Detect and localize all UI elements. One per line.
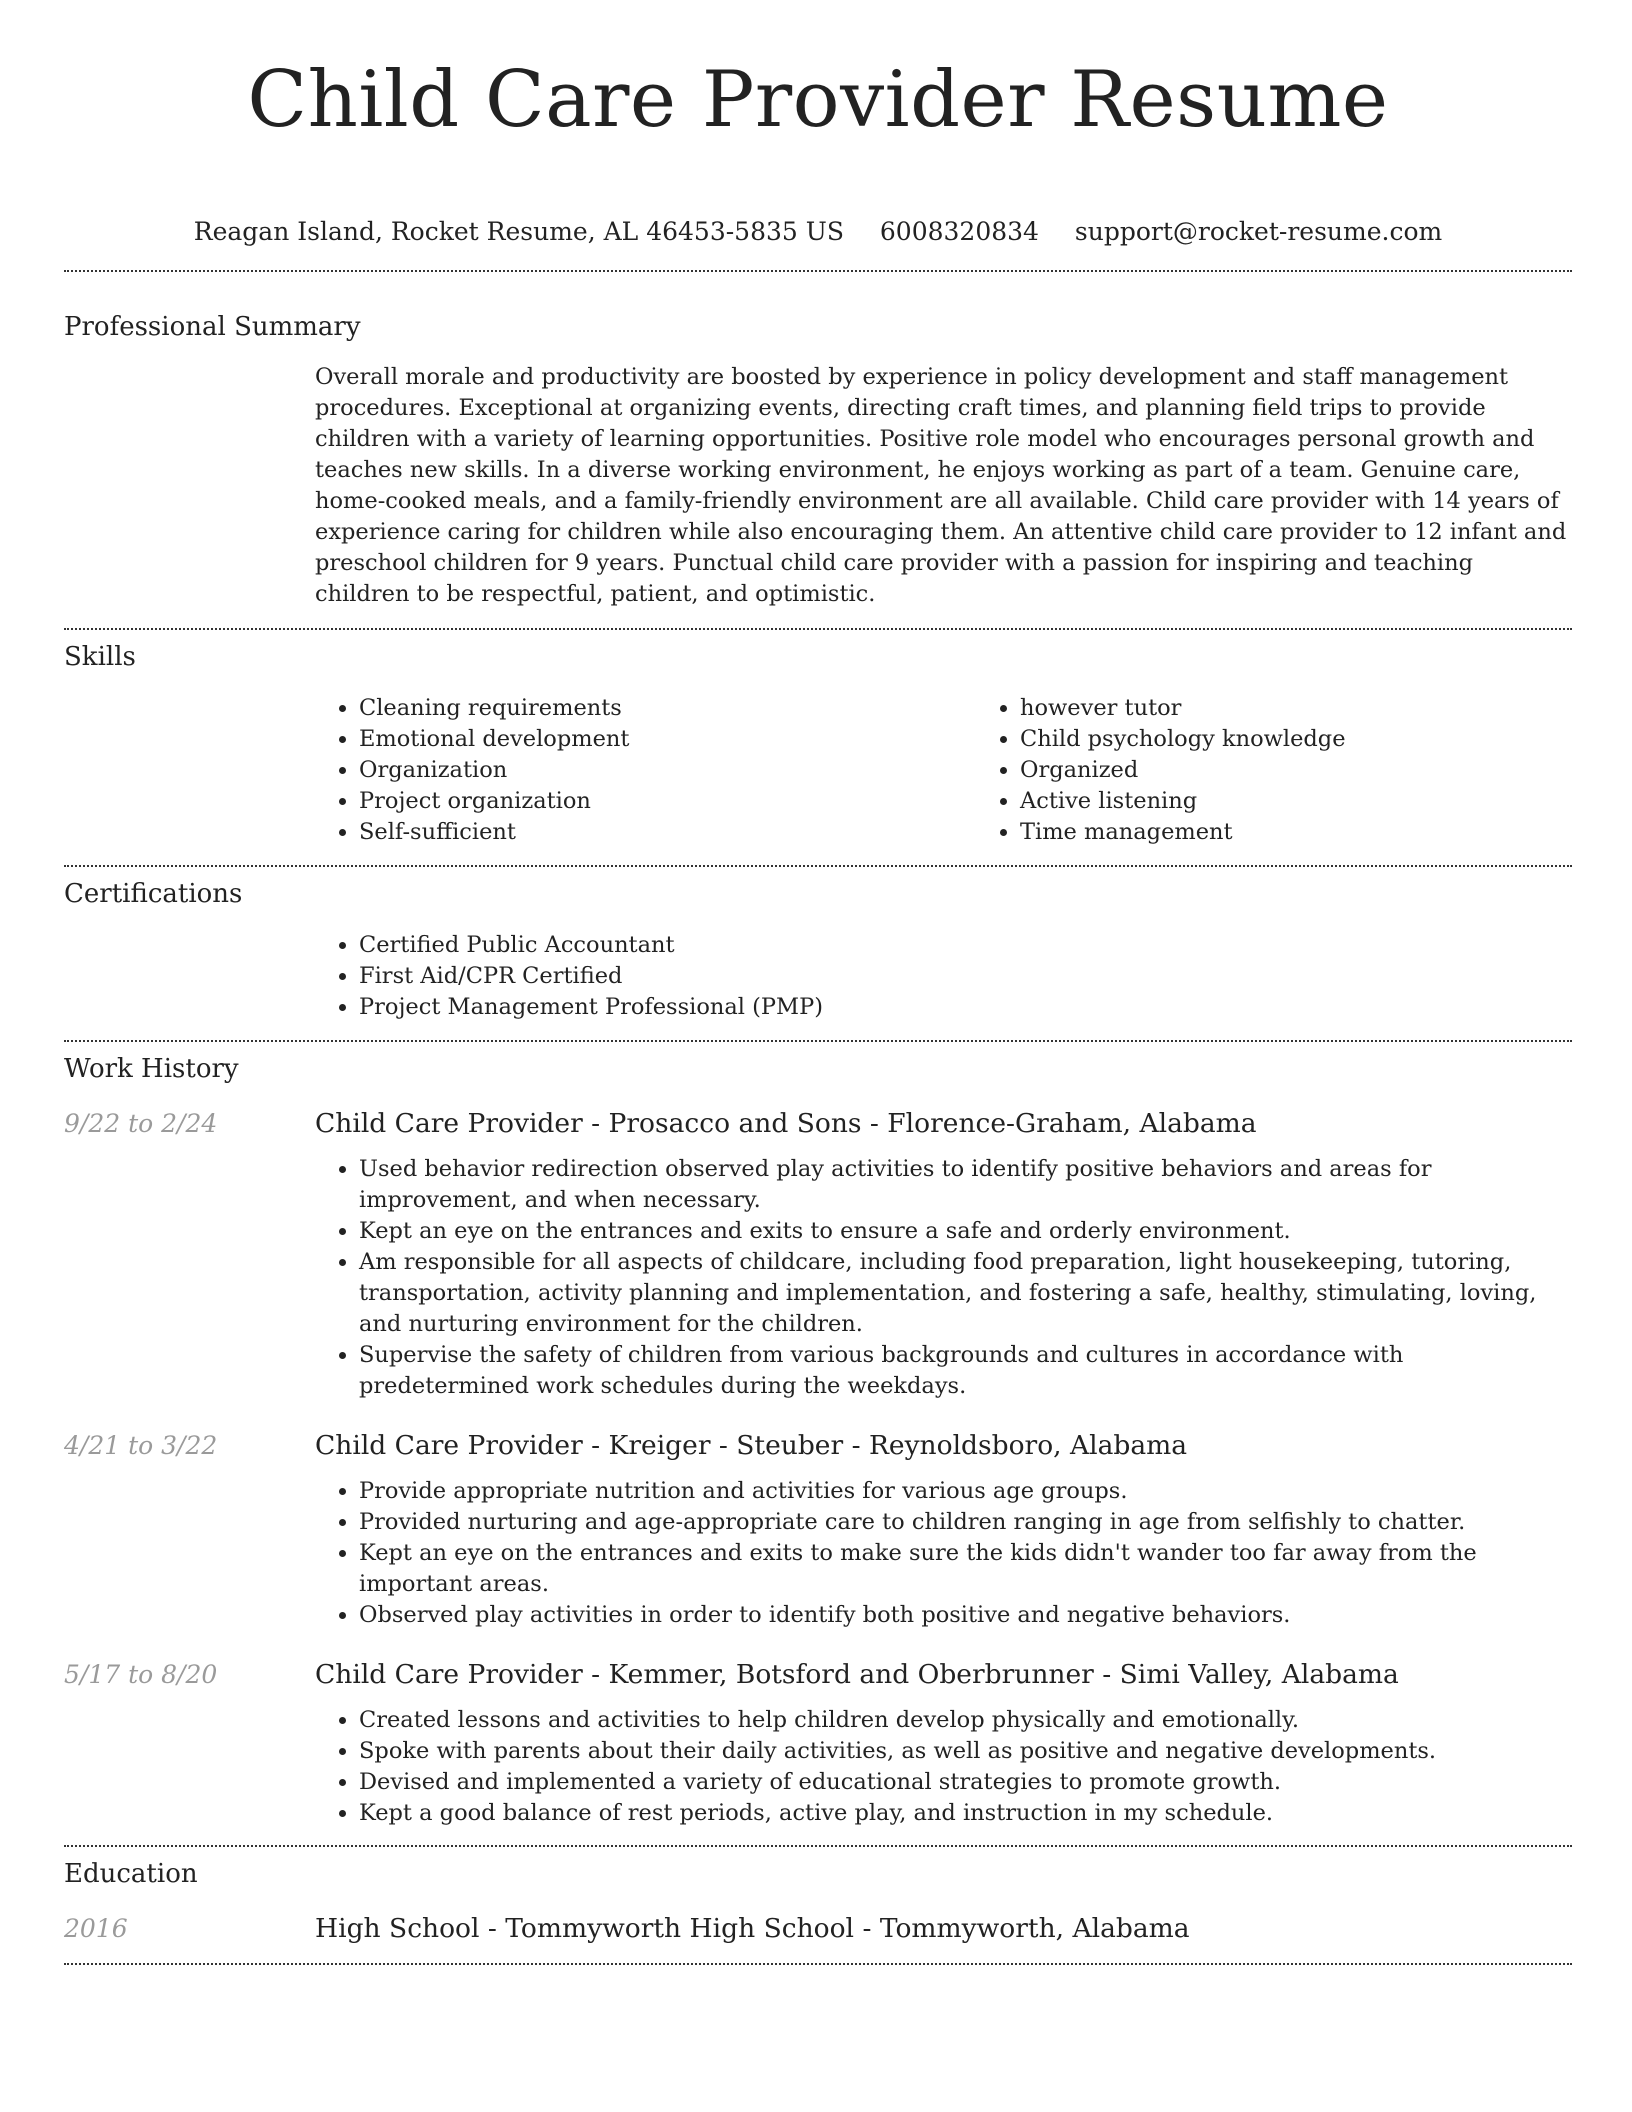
- job-title: Child Care Provider - Kemmer, Botsford and Oberbrunner - Simi Valley, Alabama: [315, 1659, 1399, 1690]
- job-bullet: • Devised and implemented a variety of educational strategies to promote growth.: [359, 1767, 1572, 1798]
- skill-item: • Self-sufficient: [359, 817, 976, 848]
- skills-list-right: [976, 693, 1632, 848]
- job-entry: [64, 1428, 1572, 1631]
- certification-item: • Project Management Professional (PMP): [359, 992, 1572, 1023]
- job-dates: 4/21 to 3/22: [64, 1431, 218, 1460]
- skills-list-left: [315, 693, 976, 848]
- section-heading: Education: [64, 1859, 198, 1889]
- job-body: [315, 1428, 1572, 1631]
- job-entry: [64, 1106, 1572, 1402]
- education-dates: 2016: [64, 1914, 128, 1943]
- divider: [64, 1963, 1572, 1965]
- skill-item: • Active listening: [1020, 786, 1632, 817]
- job-bullet: • Used behavior redirection observed play activities to identify positive behaviors and areas for improvement, and when necessary.: [359, 1154, 1572, 1216]
- job-bullet: • Kept a good balance of rest periods, active play, and instruction in my schedule.: [359, 1798, 1572, 1829]
- skill-item: • Child psychology knowledge: [1020, 724, 1632, 755]
- summary-section: [64, 272, 1572, 610]
- job-body: [315, 1657, 1572, 1829]
- certification-item: • First Aid/CPR Certified: [359, 961, 1572, 992]
- skill-item: • Organization: [359, 755, 976, 786]
- skills-columns: [315, 693, 1572, 848]
- section-heading: Certifications: [64, 879, 243, 909]
- contact-phone: 6008320834: [879, 217, 1039, 246]
- certifications-content: [315, 930, 1572, 1023]
- job-bullet: • Observed play activities in order to identify both positive and negative behaviors.: [359, 1600, 1572, 1631]
- job-dates: 9/22 to 2/24: [64, 1109, 218, 1138]
- job-dates: 5/17 to 8/20: [64, 1660, 218, 1689]
- summary-content: [315, 362, 1572, 610]
- job-bullets: [315, 1476, 1572, 1631]
- job-bullets: [315, 1705, 1572, 1829]
- job-bullet: • Kept an eye on the entrances and exits to ensure a safe and orderly environment.: [359, 1216, 1572, 1247]
- resume-body: [64, 0, 1572, 1965]
- work-history-section: [64, 1042, 1572, 1829]
- job-entry: [64, 1657, 1572, 1829]
- certifications-list: [315, 930, 1572, 1023]
- education-body: [315, 1911, 1572, 1947]
- resume-title: Child Care Provider Resume: [247, 55, 1389, 145]
- skill-item: • however tutor: [1020, 693, 1632, 724]
- contact-line: [64, 216, 1572, 248]
- job-bullet: • Provided nurturing and age-appropriate care to children ranging in age from selfishly to chatter.: [359, 1507, 1572, 1538]
- job-bullet: • Provide appropriate nutrition and activities for various age groups.: [359, 1476, 1572, 1507]
- skill-item: • Emotional development: [359, 724, 976, 755]
- education-entry: [64, 1911, 1572, 1947]
- job-title: Child Care Provider - Kreiger - Steuber - Reynoldsboro, Alabama: [315, 1430, 1188, 1461]
- section-heading: Work History: [64, 1054, 239, 1084]
- contact-email[interactable]: support@rocket-resume.com: [1074, 217, 1443, 246]
- section-heading: Professional Summary: [64, 312, 361, 342]
- summary-text: Overall morale and productivity are boosted by experience in policy development and staff management procedures. Exceptional at organizing events, directing craft times, and planning field trips to provide children with a variety of learning opportunities. Positive role model who encourages personal growth and teaches new skills. In a diverse working environment, he enjoys working as part of a team. Genuine care, home-cooked meals, and a family-friendly environment are all available. Child care provider with 14 years of experience caring for children while also encouraging them. An attentive child care provider to 12 infant and preschool children for 9 years. Punctual child care provider with a passion for inspiring and teaching children to be respectful, patient, and optimistic.: [315, 364, 1567, 607]
- job-body: [315, 1106, 1572, 1402]
- contact-address: Reagan Island, Rocket Resume, AL 46453-5835 US: [193, 217, 844, 246]
- section-heading: Skills: [64, 642, 136, 672]
- job-bullets: [315, 1154, 1572, 1402]
- job-bullet: • Created lessons and activities to help children develop physically and emotionally.: [359, 1705, 1572, 1736]
- job-bullet: • Spoke with parents about their daily activities, as well as positive and negative developments.: [359, 1736, 1572, 1767]
- job-bullet: • Kept an eye on the entrances and exits to make sure the kids didn't wander too far away from the important areas.: [359, 1538, 1572, 1600]
- job-bullet: • Am responsible for all aspects of childcare, including food preparation, light housekeeping, tutoring, transportation, activity planning and implementation, and fostering a safe, healthy, stimulating, loving, and nurturing environment for the children.: [359, 1247, 1572, 1340]
- skill-item: • Cleaning requirements: [359, 693, 976, 724]
- certification-item: • Certified Public Accountant: [359, 930, 1572, 961]
- education-title: High School - Tommyworth High School - Tommyworth, Alabama: [315, 1913, 1190, 1944]
- skills-section: [64, 630, 1572, 848]
- skill-item: • Time management: [1020, 817, 1632, 848]
- job-title: Child Care Provider - Prosacco and Sons - Florence-Graham, Alabama: [315, 1108, 1257, 1139]
- job-bullet: • Supervise the safety of children from various backgrounds and cultures in accordance with predetermined work schedules during the weekdays.: [359, 1340, 1572, 1402]
- skill-item: • Organized: [1020, 755, 1632, 786]
- education-section: [64, 1847, 1572, 1947]
- skill-item: • Project organization: [359, 786, 976, 817]
- certifications-section: [64, 867, 1572, 1023]
